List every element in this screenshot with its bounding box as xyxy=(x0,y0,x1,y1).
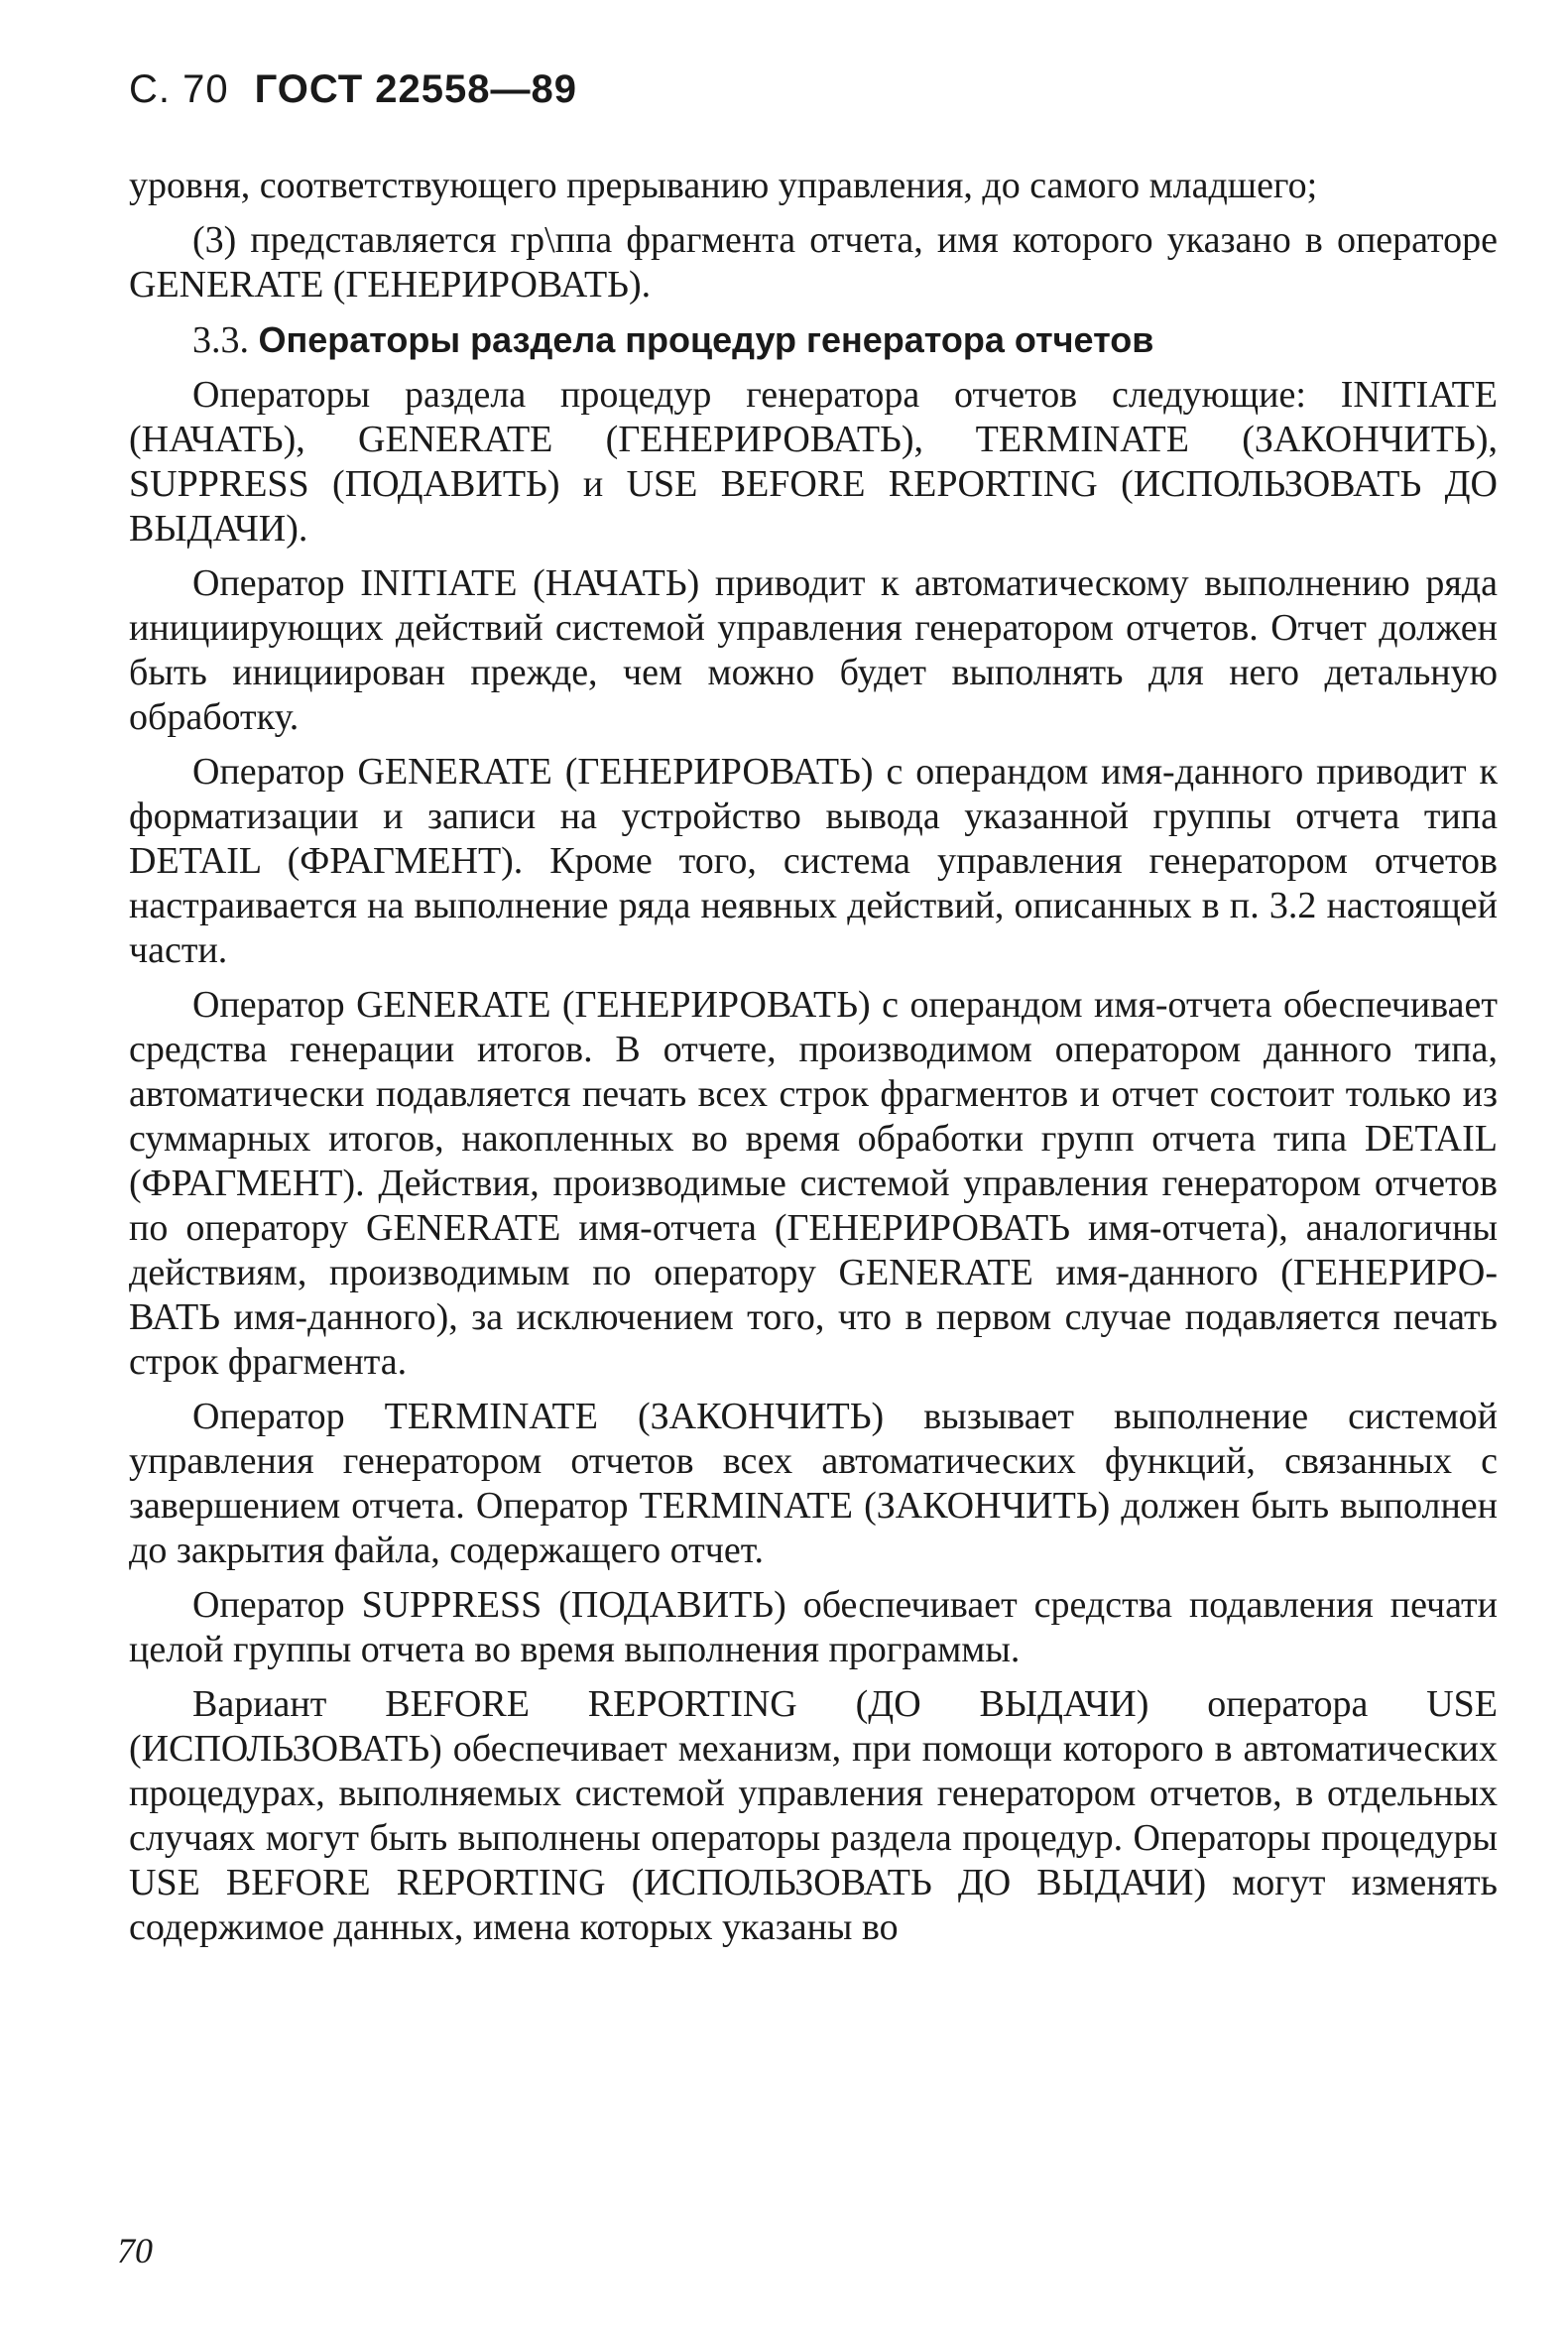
paragraph-list-item-3: (3) представляется гр\ппа фрагмента отчета, имя которого указано в операторе GENERATE (ГЕНЕРИРОВАТЬ). xyxy=(129,219,1498,306)
paragraph-suppress: Оператор SUPPRESS (ПОДАВИТЬ) обеспечивает средства подавления печати целой группы отчета во время выполнения программы. xyxy=(129,1584,1498,1670)
document-body xyxy=(129,164,1498,1960)
section-heading xyxy=(129,317,1498,363)
section-number: 3.3. xyxy=(192,319,249,361)
paragraph-initiate: Оператор INITIATE (НАЧАТЬ) приводит к автоматическому выполнению ряда инициирующих действий системой управления генератором отчетов. Отчет должен быть инициирован прежде, чем можно будет выполнять для него детальную обработку. xyxy=(129,562,1498,738)
paragraph-use-before-reporting: Вариант BEFORE REPORTING (ДО ВЫДАЧИ) оператора USE (ИСПОЛЬЗОВАТЬ) обеспечивает механизм, при помощи которого в автоматических процедурах, выполняемых системой управления генератором отчетов, в отдельных случаях могут быть выполнены операторы раздела процедур. Операторы процедуры USE BEFORE REPORTING (ИСПОЛЬЗОВАТЬ ДО ВЫДАЧИ) могут изменять содержимое данных, имена которых указаны во xyxy=(129,1683,1498,1948)
page-header xyxy=(129,67,577,112)
paragraph-operators-list: Операторы раздела процедур генератора отчетов следующие: INITIATE (НАЧАТЬ), GENERATE (ГЕНЕРИРОВАТЬ), TERMINATE (ЗАКОНЧИТЬ), SUPPRESS (ПОДАВИТЬ) и USE BEFORE REPORTING (ИСПОЛЬЗОВАТЬ ДО ВЫДАЧИ). xyxy=(129,374,1498,550)
section-title: Операторы раздела процедур генератора отчетов xyxy=(258,319,1154,360)
page-label: С. 70 xyxy=(129,67,229,111)
standard-number: ГОСТ 22558—89 xyxy=(254,67,578,111)
page-number: 70 xyxy=(117,2231,153,2270)
paragraph-generate-report: Оператор GENERATE (ГЕНЕРИРОВАТЬ) с операндом имя-отчета обеспечивает средства генерации итогов. В отчете, производимом оператором данного типа, автоматически подавляется печать всех строк фрагментов и отчет состоит только из суммарных итогов, накопленных во время обработки групп отчета типа DETAIL (ФРАГМЕНТ). Действия, производимые системой управления генератором отчетов по оператору GENERATE имя-отчета (ГЕНЕРИРОВАТЬ имя-отчета), аналогичны действиям, производимым по оператору GENERATE имя-данного (ГЕНЕРИРОВАТЬ имя-данного), за исключением того, что в первом случае подавляется печать строк фрагмента. xyxy=(129,984,1498,1383)
paragraph-continuation: уровня, соответствующего прерыванию управления, до самого младшего; xyxy=(129,165,1318,206)
paragraph-generate-data: Оператор GENERATE (ГЕНЕРИРОВАТЬ) с операндом имя-данного приводит к форматизации и записи на устройство вывода указанной группы отчета типа DETAIL (ФРАГМЕНТ). Кроме того, система управления генератором отчетов настраивается на выполнение ряда неявных действий, описанных в п. 3.2 настоящей части. xyxy=(129,751,1498,971)
paragraph-terminate: Оператор TERMINATE (ЗАКОНЧИТЬ) вызывает выполнение системой управления генератором отчетов всех автоматических функций, связанных с завершением отчета. Оператор TERMINATE (ЗАКОНЧИТЬ) должен быть выполнен до закрытия файла, содержащего отчет. xyxy=(129,1396,1498,1571)
